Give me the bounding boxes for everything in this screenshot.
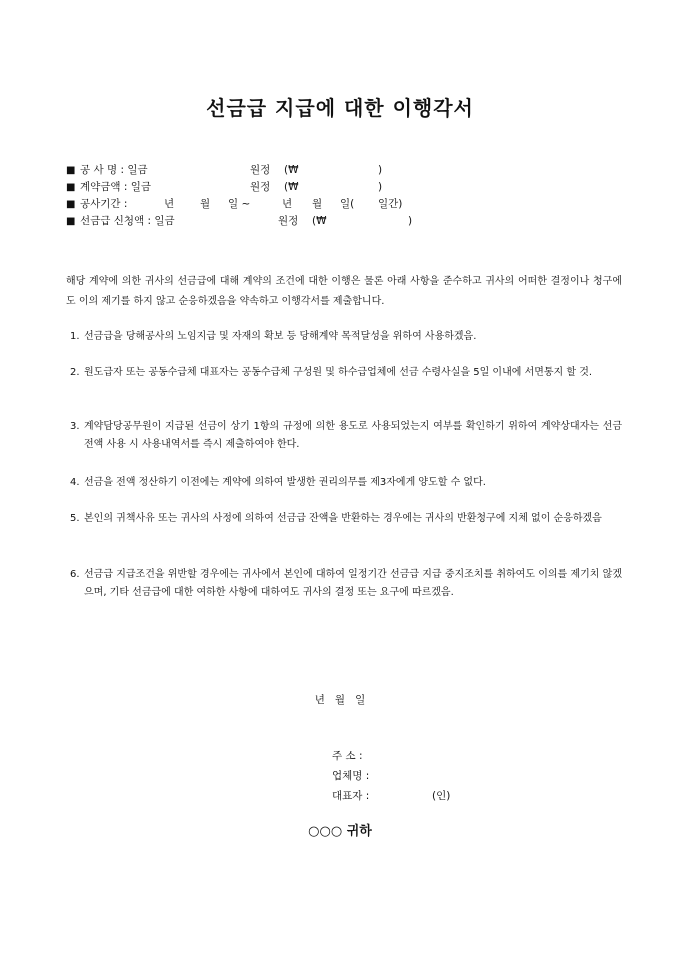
bullet-square-icon: ■ [66, 165, 76, 176]
contract-amount-unit: 원정 [250, 181, 271, 193]
advance-request-label: 선금급 신청액 : 일금 [80, 215, 175, 227]
pledge-item-1 [66, 328, 622, 346]
pledge-item-number: 4. [70, 477, 80, 488]
document-title: 선금급 지급에 대한 이행각서 [206, 96, 474, 120]
pledge-item-6 [66, 566, 622, 602]
pledge-item-number: 5. [70, 513, 80, 524]
pledge-item-text: 선금을 전액 정산하기 이전에는 계약에 의하여 발생한 권리의무를 제3자에게 양도할 수 없다. [84, 477, 486, 488]
pledge-item-5 [66, 510, 622, 528]
pledge-item-number: 3. [70, 421, 80, 432]
seal-mark: (인) [432, 790, 451, 802]
pledge-item-3 [66, 418, 622, 454]
advance-request-close: ) [408, 215, 413, 227]
period-end-year: 년 [282, 198, 293, 210]
pledge-item-text: 선금급 지급조건을 위반할 경우에는 귀사에서 본인에 대하여 일정기간 선금급 지급 중지조치를 취하여도 이의를 제기치 않겠으며, 기타 선금급에 대한 여하한 사항에 대하여도 귀사의 결정 또는 요구에 따르겠음. [84, 569, 622, 598]
date-line: 년 월 일 [314, 694, 366, 706]
construction-period-label: 공사기간 : [80, 198, 128, 210]
representative-label: 대표자 : [332, 790, 370, 802]
period-end-month: 월 [312, 198, 323, 210]
address-label: 주 소 : [332, 750, 363, 762]
period-days: 일간) [378, 198, 403, 210]
project-name-close: ) [378, 164, 383, 176]
period-start-month: 월 [200, 198, 211, 210]
period-start-day: 일 ~ [228, 198, 251, 210]
intro-paragraph: 해당 계약에 의한 귀사의 선금급에 대해 계약의 조건에 대한 이행은 물론 아래 사항을 준수하고 귀사의 어떠한 결정이나 청구에도 이의 제기를 하지 않고 순응하겠음을 약속하고 이행각서를 제출합니다. [66, 276, 622, 307]
contract-amount-close: ) [378, 181, 383, 193]
company-label: 업체명 : [332, 770, 370, 782]
pledge-item-number: 6. [70, 569, 80, 580]
bullet-square-icon: ■ [66, 182, 76, 193]
period-end-day: 일( [340, 198, 355, 210]
pledge-item-text: 선금급을 당해공사의 노임지급 및 자재의 확보 등 당해계약 목적달성을 위하여 사용하겠음. [84, 331, 477, 342]
contract-amount-label: 계약금액 : 일금 [80, 181, 152, 193]
pledge-item-text: 본인의 귀책사유 또는 귀사의 사정에 의하여 선금급 잔액을 반환하는 경우에는 귀사의 반환청구에 지체 없이 순응하겠음 [84, 513, 602, 524]
contract-amount-currency: (₩ [284, 181, 299, 193]
bullet-square-icon: ■ [66, 216, 76, 227]
advance-request-currency: (₩ [312, 215, 327, 227]
project-name-unit: 원정 [250, 164, 271, 176]
advance-request-unit: 원정 [278, 215, 299, 227]
project-name-currency: (₩ [284, 164, 299, 176]
project-name-label: 공 사 명 : 일금 [80, 164, 148, 176]
period-start-year: 년 [164, 198, 175, 210]
pledge-item-text: 원도급자 또는 공동수급체 대표자는 공동수급체 구성원 및 하수급업체에 선금 수령사실을 5일 이내에 서면통지 할 것. [84, 367, 593, 378]
recipient-line: ○○○ 귀하 [308, 824, 372, 839]
pledge-item-2 [66, 364, 622, 382]
bullet-square-icon: ■ [66, 199, 76, 210]
pledge-item-number: 2. [70, 367, 80, 378]
pledge-item-4 [66, 474, 622, 492]
pledge-item-number: 1. [70, 331, 80, 342]
pledge-item-text: 계약담당공무원이 지급된 선금이 상기 1항의 규정에 의한 용도로 사용되었는지 여부를 확인하기 위하여 계약상대자는 선금전액 사용 시 사용내역서를 즉시 제출하여야 한다. [84, 421, 622, 450]
